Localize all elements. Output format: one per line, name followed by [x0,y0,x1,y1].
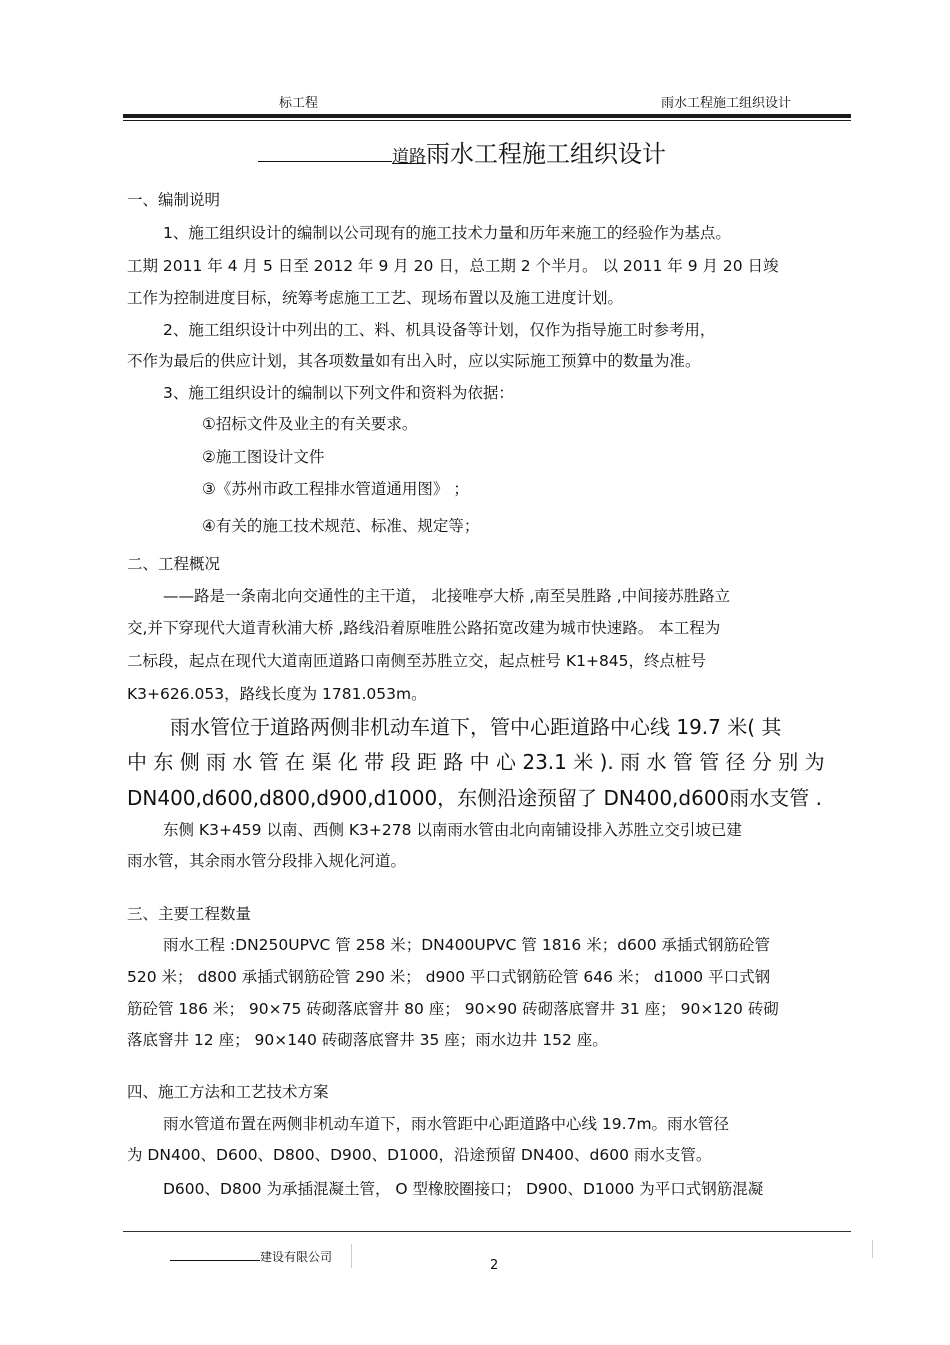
section2-line6: 雨水管，其余雨水管分段排入规化河道。 [127,852,407,870]
section2-line2: 交,并下穿现代大道青秋浦大桥 ,路线沿着原唯胜公路拓宽改建为城市快速路。 本工程为 [127,619,721,637]
section2-heading: 二、工程概况 [127,555,221,573]
section1-line6: 3、施工组织设计的编制以下列文件和资料为依据： [163,384,514,402]
footer-company [170,1248,332,1265]
section4-line2: 为 DN400、D600、D800、D900、D1000，沿途预留 DN400、d600 雨水支管。 [127,1146,712,1164]
footer-rule [123,1231,851,1232]
header-rule-thin [123,120,851,121]
page-title [258,134,666,169]
footer-company-name: 建设有限公司 [260,1250,333,1264]
section1-line2: 工期 2011 年 4 月 5 日至 2012 年 9 月 20 日，总工期 2 个半月。 以 2011 年 9 月 20 日竣 [127,257,779,275]
section1-item2: ②施工图设计文件 [202,448,325,466]
footer-divider [351,1244,352,1268]
section2-big-line3: DN400,d600,d800,d900,d1000，东侧沿途预留了 DN400,d600雨水支管 . [127,786,822,810]
section3-line4: 落底窨井 12 座； 90×140 砖砌落底窨井 35 座；雨水边井 152 座。 [127,1031,608,1049]
header-rule-thick [123,114,851,118]
page-number: 2 [490,1258,499,1273]
section1-line3: 工作为控制进度目标，统筹考虑施工工艺、现场布置以及施工进度计划。 [127,289,624,307]
section1-line1: 1、施工组织设计的编制以公司现有的施工技术力量和历年来施工的经验作为基点。 [163,224,731,242]
section1-line4: 2、施工组织设计中列出的工、料、机具设备等计划，仅作为指导施工时参考用， [163,321,716,339]
section2-big-line2: 中 东 侧 雨 水 管 在 渠 化 带 段 距 路 中 心 23.1 米 ). 雨 水 管 管 径 分 别 为 [127,750,825,774]
section2-line5: 东侧 K3+459 以南、西侧 K3+278 以南雨水管由北向南铺设排入苏胜立交引坡已建 [163,821,742,839]
section2-line4: K3+626.053，路线长度为 1781.053m。 [127,685,427,703]
section4-heading: 四、施工方法和工艺技术方案 [127,1083,329,1101]
title-blank-line [258,139,392,162]
footer-blank-line [170,1248,260,1261]
section3-heading: 三、主要工程数量 [127,905,252,923]
header-right: 雨水工程施工组织设计 [661,96,792,111]
section2-line1: ——路是一条南北向交通性的主干道， 北接唯亭大桥 ,南至吴胜路 ,中间接苏胜路立 [163,587,731,605]
section1-item3: ③《苏州市政工程排水管道通用图》 ； [202,480,469,498]
section1-item1: ①招标文件及业主的有关要求。 [202,415,418,433]
section3-line2: 520 米； d800 承插式钢筋砼管 290 米； d900 平口式钢筋砼管 646 米； d1000 平口式钢 [127,968,771,986]
section4-line3: D600、D800 为承插混凝土管， O 型橡胶圈接口； D900、D1000 为平口式钢筋混凝 [163,1180,764,1198]
title-main: 雨水工程施工组织设计 [426,140,666,168]
section2-big-line1: 雨水管位于道路两侧非机动车道下，管中心距道路中心线 19.7 米( 其 [170,715,782,739]
footer-divider-right [872,1240,873,1258]
section3-line1: 雨水工程 :DN250UPVC 管 258 米；DN400UPVC 管 1816 米；d600 承插式钢筋砼管 [163,936,771,954]
title-road: 道路 [392,147,426,167]
section2-line3: 二标段，起点在现代大道南匝道路口南侧至苏胜立交，起点桩号 K1+845，终点桩号 [127,652,707,670]
section1-heading: 一、编制说明 [127,191,221,209]
header-left: 标工程 [279,96,319,111]
section4-line1: 雨水管道布置在两侧非机动车道下，雨水管距中心距道路中心线 19.7m。雨水管径 [163,1115,730,1133]
section3-line3: 筋砼管 186 米； 90×75 砖砌落底窨井 80 座； 90×90 砖砌落底窨井 31 座； 90×120 砖砌 [127,1000,779,1018]
section1-line5: 不作为最后的供应计划，其各项数量如有出入时，应以实际施工预算中的数量为准。 [127,352,701,370]
section1-item4: ④有关的施工技术规范、标准、规定等； [202,517,480,535]
